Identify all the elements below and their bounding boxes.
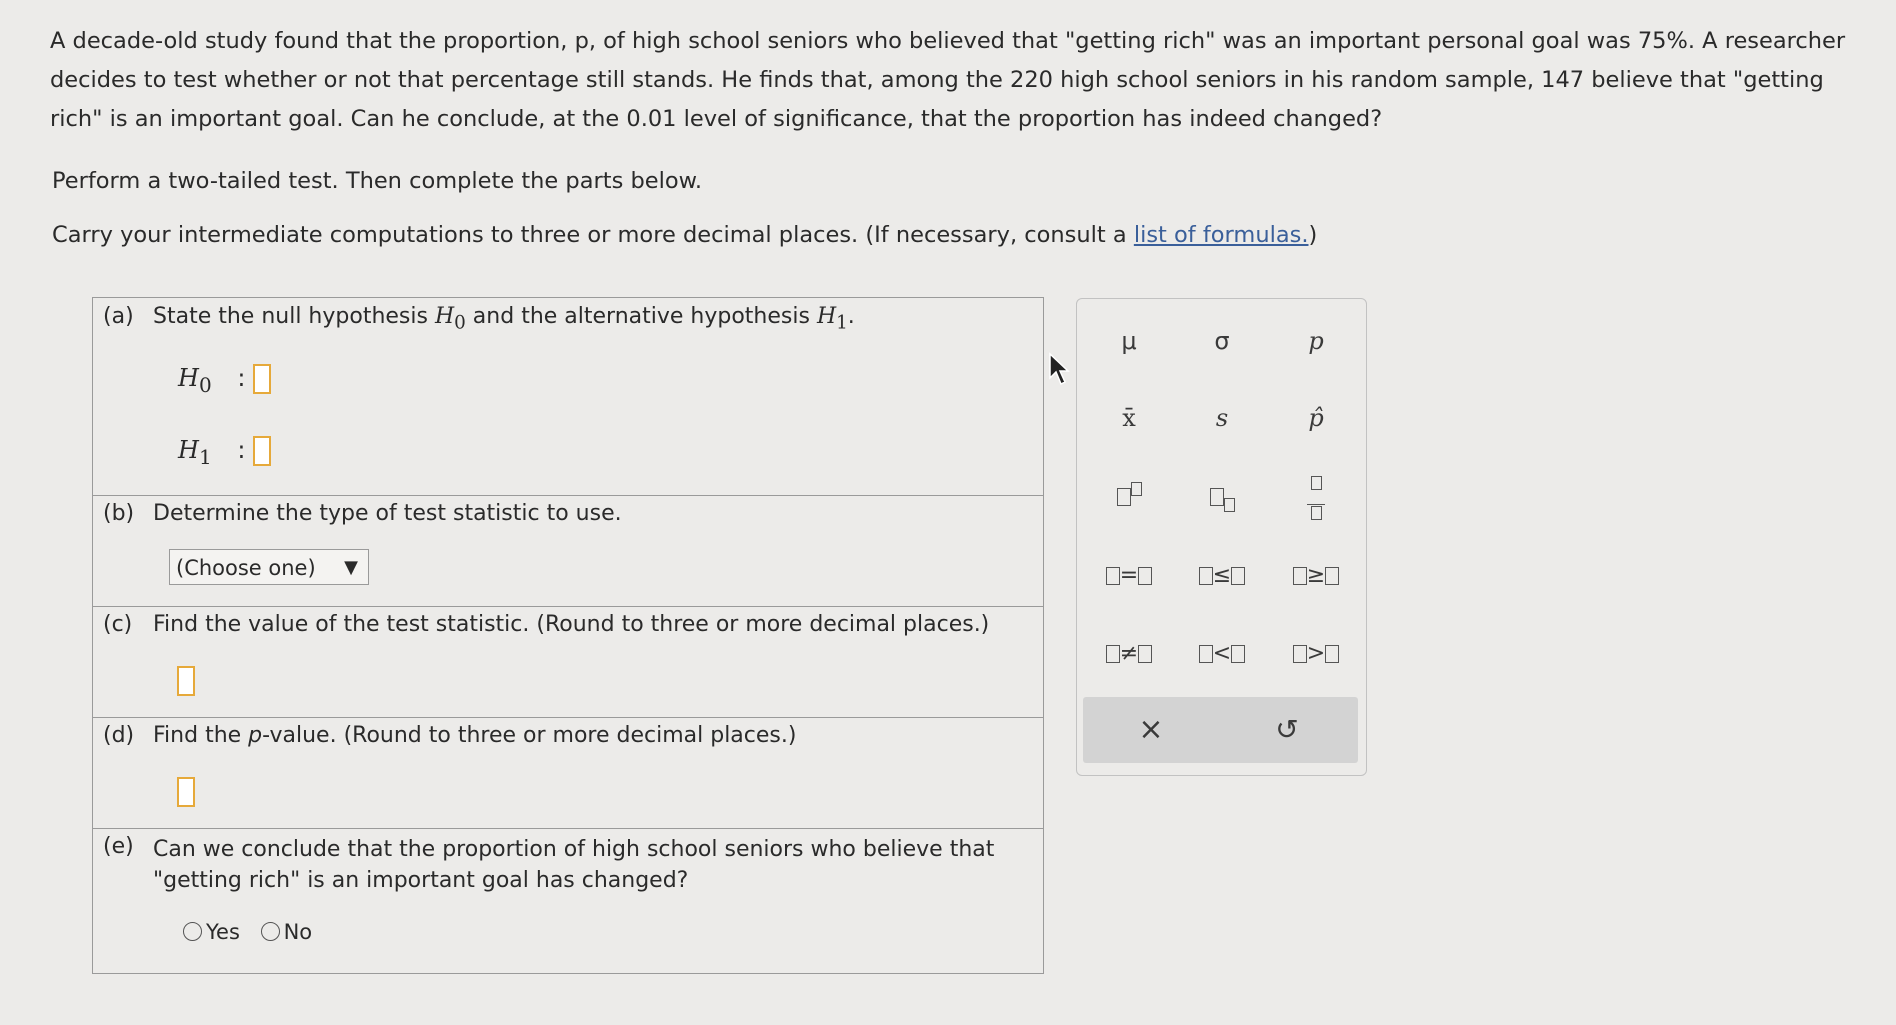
h0-input[interactable] [253,364,271,394]
part-c-text: Find the value of the test statistic. (Round to three or more decimal places.) [153,612,990,637]
yes-radio[interactable] [183,922,202,941]
part-d-label: (d) [103,723,135,748]
no-radio[interactable] [261,922,280,941]
ne-symbol: ≠ [1119,641,1139,666]
part-b [93,495,1043,607]
h1-symbol: H [816,304,837,329]
p-value-input[interactable] [177,777,195,807]
greater-than-button[interactable] [1276,629,1356,679]
part-d-text-pre: Find the [153,723,249,748]
box-icon [1106,645,1120,663]
less-than-button[interactable] [1182,629,1262,679]
h1-row-sub: 1 [198,444,212,469]
no-label: No [283,920,313,944]
box-icon [1138,567,1152,585]
part-a-text-mid: and the alternative hypothesis [465,304,817,329]
part-d-text-post: -value. (Round to three or more decimal places.) [262,723,797,748]
less-equal-button[interactable] [1182,551,1262,601]
part-d-text [153,723,796,748]
fraction-button[interactable] [1276,471,1356,521]
formulas-link[interactable]: list of formulas. [1133,222,1309,248]
question-box [92,297,1044,974]
superscript-button[interactable] [1089,471,1169,521]
part-a-label: (a) [103,304,134,329]
box-icon [1231,567,1245,585]
part-e-line2: "getting rich" is an important goal has changed? [153,868,689,893]
no-option[interactable] [261,920,313,944]
mu-button[interactable]: μ [1121,327,1137,355]
palette-actions [1083,697,1358,763]
xbar-button[interactable]: x̄ [1122,404,1136,432]
part-a-text-post: . [847,304,855,329]
h0-sub: 0 [454,312,466,334]
lt-symbol: < [1212,641,1232,666]
h0-row [178,364,271,397]
clear-button[interactable]: × [1138,712,1164,747]
part-c [93,606,1043,718]
le-symbol: ≤ [1212,563,1232,588]
part-e-label: (e) [103,834,134,859]
part-a [93,298,1043,496]
yes-option[interactable] [183,920,240,944]
denominator-box-icon [1311,506,1322,520]
gt-symbol: > [1306,641,1326,666]
part-e-text [153,834,994,896]
part-e-line1: Can we conclude that the proportion of high school seniors who believe that [153,837,995,862]
conclusion-options [183,920,312,944]
problem-statement [50,22,1880,139]
superscript-box-icon [1131,482,1142,496]
yes-label: Yes [206,920,240,944]
base-box-icon [1210,488,1224,506]
box-icon [1293,567,1307,585]
equals-symbol: = [1119,563,1139,588]
h1-input[interactable] [253,436,271,466]
p-button[interactable]: p [1308,327,1324,355]
symbol-palette [1076,298,1367,776]
h1-sub: 1 [836,312,848,334]
instruction-two-tailed: Perform a two-tailed test. Then complete the parts below. [52,168,703,194]
numerator-box-icon [1311,476,1322,490]
part-b-label: (b) [103,501,135,526]
box-icon [1106,567,1120,585]
instruction-close: ) [1308,222,1318,248]
subscript-box-icon [1224,498,1235,512]
part-a-text [153,304,855,333]
test-statistic-input[interactable] [177,666,195,696]
box-icon [1231,645,1245,663]
not-equal-button[interactable] [1089,629,1169,679]
box-icon [1199,645,1213,663]
dropdown-triangle-icon: ▼ [344,557,358,578]
select-value: (Choose one) [176,556,316,580]
box-icon [1199,567,1213,585]
h0-colon: : [237,364,246,392]
fraction-bar-icon [1307,504,1325,505]
h0-row-symbol: H [178,364,199,392]
h0-symbol: H [434,304,455,329]
sigma-button[interactable]: σ [1214,327,1230,355]
base-box-icon [1117,488,1131,506]
h0-row-sub: 0 [198,372,212,397]
instruction-text: Carry your intermediate computations to three or more decimal places. (If necessary, consult a [52,222,1134,248]
greater-equal-button[interactable] [1276,551,1356,601]
h1-row [178,436,271,469]
ge-symbol: ≥ [1306,563,1326,588]
box-icon [1325,645,1339,663]
s-button[interactable]: s [1215,404,1229,432]
subscript-button[interactable] [1182,471,1262,521]
part-d [93,717,1043,829]
part-e [93,828,1043,973]
phat-button[interactable]: p̂ [1308,404,1324,432]
box-icon [1325,567,1339,585]
box-icon [1138,645,1152,663]
box-icon [1293,645,1307,663]
instruction-decimals [52,222,1317,248]
h1-colon: : [237,436,246,464]
undo-button[interactable]: ↺ [1275,713,1299,746]
problem-paragraph: A decade-old study found that the proportion, p, of high school seniors who believed that "getting rich" was an important personal goal was 75%. A researcher decides to test whether or not that percentage still stands. He finds that, among the 220 high school seniors in his random sample, 147 believe that "getting rich" is an important goal. Can he conclude, at the 0.01 level of significance, that the proportion has indeed changed? [50,28,1846,132]
part-c-label: (c) [103,612,133,637]
equals-button[interactable] [1089,551,1169,601]
test-statistic-select[interactable] [169,549,369,585]
part-b-text: Determine the type of test statistic to use. [153,501,622,526]
part-a-text-pre: State the null hypothesis [153,304,435,329]
p-variable: p [248,723,263,748]
h1-row-symbol: H [178,436,199,464]
